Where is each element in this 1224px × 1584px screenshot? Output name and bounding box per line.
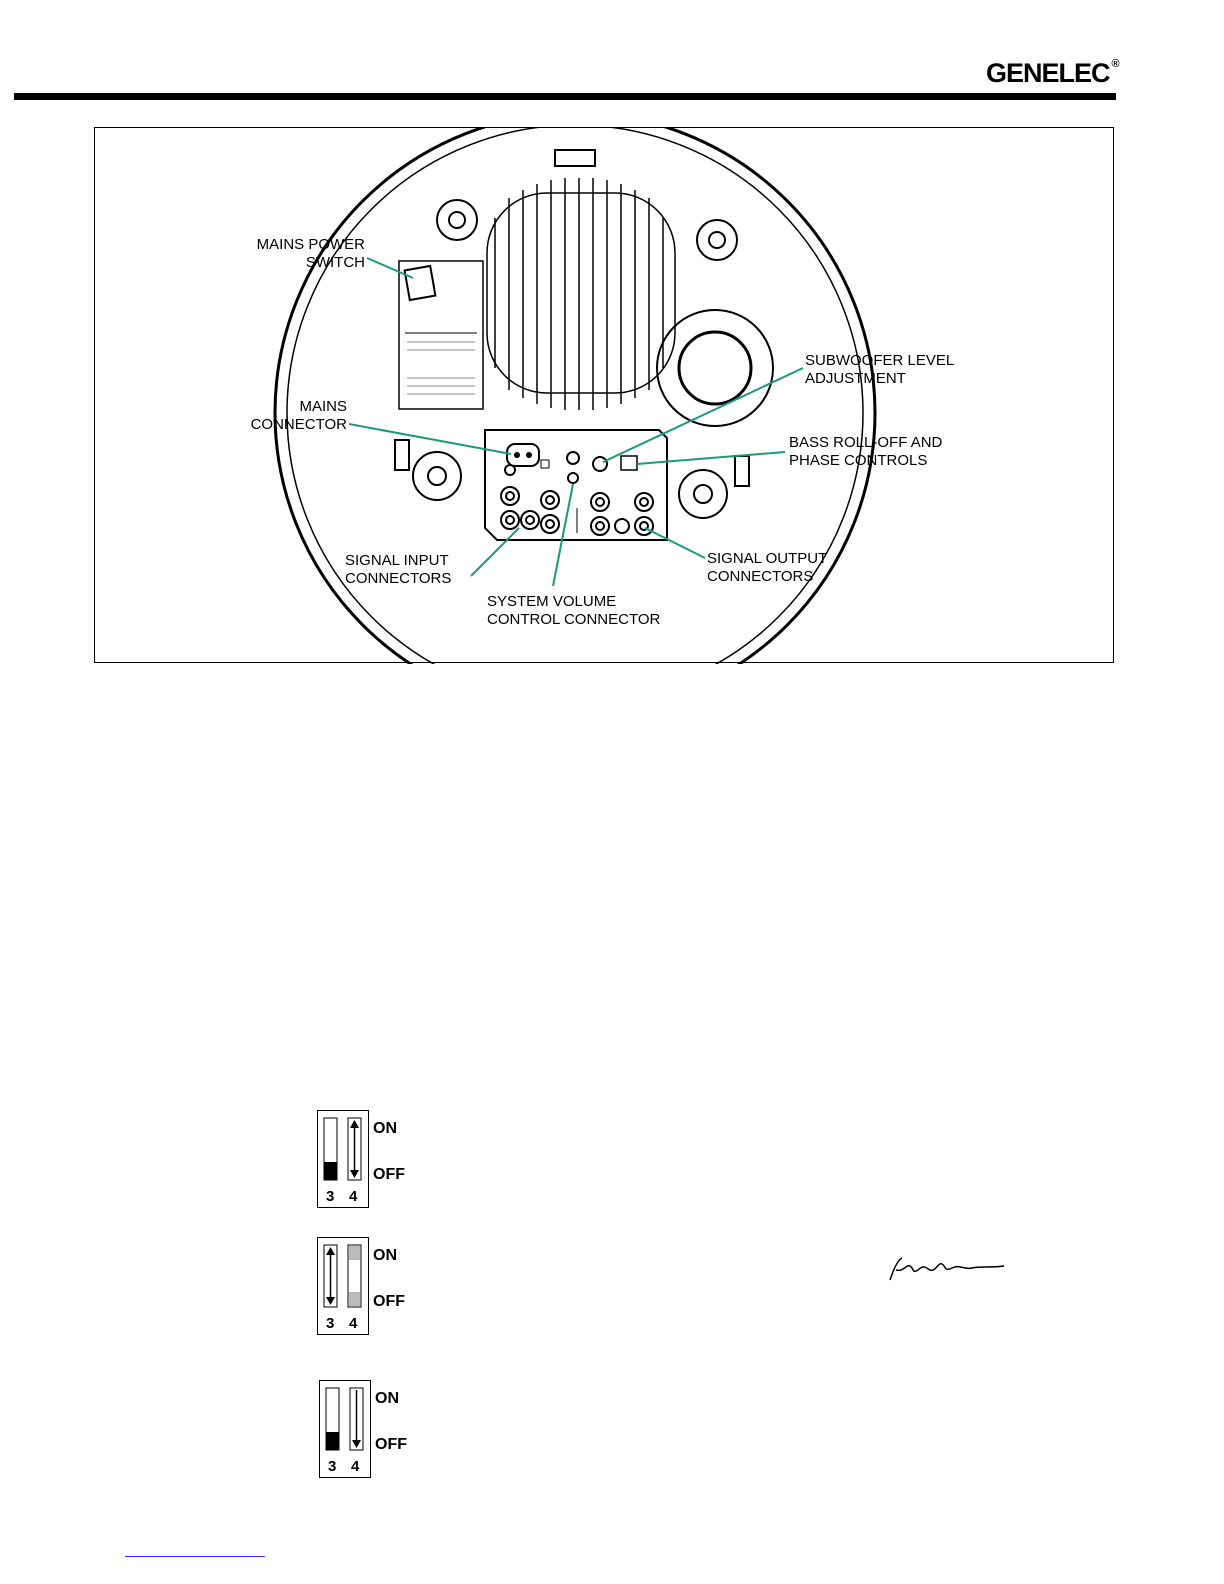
switch-on-label: ON xyxy=(373,1120,397,1137)
switch-number-3: 3 xyxy=(328,1458,337,1475)
switch-number-4: 4 xyxy=(349,1188,358,1205)
subwoofer-rear-panel-figure xyxy=(94,127,1114,663)
switch-off-label: OFF xyxy=(375,1436,407,1453)
switch-on-label: ON xyxy=(373,1247,397,1264)
switch-off-label: OFF xyxy=(373,1293,405,1310)
genelec-logo: GENELEC ® xyxy=(986,58,1119,88)
callout-mains-power-switch: MAINS POWER SWITCH xyxy=(256,236,365,271)
dip-switch-diagram-1 xyxy=(317,1110,457,1210)
switch-number-4: 4 xyxy=(349,1315,358,1332)
callout-system-volume: SYSTEM VOLUME CONTROL CONNECTOR xyxy=(487,593,661,628)
switch-off-label: OFF xyxy=(373,1166,405,1183)
dip-switch-1-drawing xyxy=(317,1110,369,1190)
callout-mains-connector: MAINS CONNECTOR xyxy=(250,398,347,433)
switch-number-4: 4 xyxy=(351,1458,360,1475)
callout-bass-rolloff: BASS ROLL-OFF AND PHASE CONTROLS xyxy=(789,434,943,469)
header-rule xyxy=(14,93,1116,100)
footer-link-rule xyxy=(125,1556,265,1557)
switch-number-3: 3 xyxy=(326,1188,335,1205)
callout-subwoofer-level: SUBWOOFER LEVEL ADJUSTMENT xyxy=(805,352,955,387)
callout-signal-input: SIGNAL INPUT CONNECTORS xyxy=(345,552,452,587)
dip-switch-2-drawing xyxy=(317,1237,369,1317)
subwoofer-drawing xyxy=(95,128,1115,664)
switch-number-3: 3 xyxy=(326,1315,335,1332)
dip-switch-diagram-3 xyxy=(319,1380,459,1480)
dip-switch-diagram-2 xyxy=(317,1237,457,1337)
callout-signal-output: SIGNAL OUTPUT CONNECTORS xyxy=(707,550,828,585)
switch-on-label: ON xyxy=(375,1390,399,1407)
signature xyxy=(880,1250,1010,1290)
dip-switch-3-drawing xyxy=(319,1380,371,1460)
